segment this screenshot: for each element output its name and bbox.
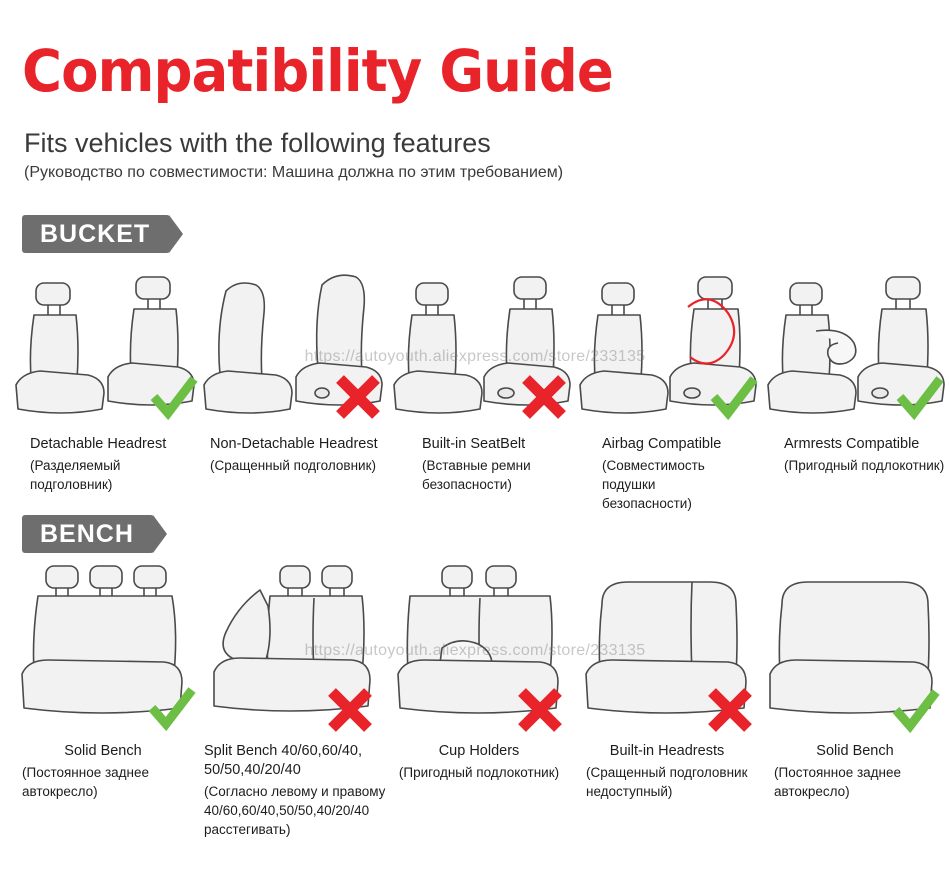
bench-item-built-in-headrests bbox=[572, 560, 762, 801]
caption-label-russian: (Согласно левому и правому 40/60,60/40,50/50,40/20/40 расстегивать) bbox=[204, 784, 386, 837]
seat-illustration-armrests-compatible bbox=[760, 265, 950, 435]
status-mark-cross bbox=[704, 684, 756, 736]
caption-label-russian: (Сращенный подголовник) bbox=[210, 458, 376, 473]
section-tag-bench-label: BENCH bbox=[40, 519, 134, 548]
bench-illustration-solid-with-headrests bbox=[8, 560, 198, 742]
bucket-item-built-in-seatbelt bbox=[384, 265, 574, 494]
status-mark-check bbox=[708, 371, 760, 423]
page-title: Compatibility Guide bbox=[22, 37, 613, 105]
section-tag-bench bbox=[22, 515, 154, 553]
bench-item-cup-holders bbox=[384, 560, 574, 782]
caption-label: Split Bench 40/60,60/40, 50/50,40/20/40 bbox=[204, 743, 363, 778]
bench-item-solid-bench-left bbox=[8, 560, 198, 801]
page-subtitle: Fits vehicles with the following features bbox=[24, 128, 491, 158]
status-mark-check bbox=[146, 682, 198, 734]
caption-label-russian: (Разделяемый подголовник) bbox=[30, 458, 121, 492]
caption-label: Built-in Headrests bbox=[609, 743, 725, 759]
status-mark-cross bbox=[324, 684, 376, 736]
caption-label-russian: (Сращенный подголовник недоступный) bbox=[586, 765, 748, 799]
status-mark-cross bbox=[332, 371, 384, 423]
status-mark-check bbox=[148, 371, 200, 423]
status-mark-check bbox=[890, 684, 942, 736]
status-mark-cross bbox=[518, 371, 570, 423]
bench-item-split-bench bbox=[196, 560, 386, 839]
caption-label: Solid Bench bbox=[816, 743, 894, 759]
caption-label: Detachable Headrest bbox=[30, 436, 167, 452]
caption-label-russian: (Пригодный подлокотник) bbox=[784, 458, 945, 473]
bench-illustration-split-folding bbox=[196, 560, 386, 742]
caption-label-russian: (Вставные ремни безопасности) bbox=[422, 458, 531, 492]
bench-illustration-built-in-headrests bbox=[572, 560, 762, 742]
bucket-item-detachable-headrest bbox=[8, 265, 198, 494]
bench-illustration-cup-holders bbox=[384, 560, 574, 742]
section-tag-bucket-label: BUCKET bbox=[40, 219, 151, 248]
seat-illustration-airbag-compatible bbox=[572, 265, 762, 435]
caption-label-russian: (Постоянное заднее автокресло) bbox=[774, 765, 902, 799]
watermark-top: https://autoyouth.aliexpress.com/store/233135 bbox=[304, 348, 646, 365]
caption-label: Armrests Compatible bbox=[784, 436, 920, 452]
seat-illustration-detachable-headrest bbox=[8, 265, 198, 435]
caption-label-russian: (Пригодный подлокотник) bbox=[398, 765, 560, 780]
caption-label: Non-Detachable Headrest bbox=[210, 436, 378, 452]
caption-label: Airbag Compatible bbox=[602, 436, 722, 452]
seat-illustration-non-detachable-headrest bbox=[196, 265, 386, 435]
section-tag-bucket bbox=[22, 215, 170, 253]
bucket-item-airbag-compatible bbox=[572, 265, 762, 513]
bench-item-solid-bench-right bbox=[760, 560, 950, 801]
caption-label-russian: (Постоянное заднее автокресло) bbox=[22, 765, 150, 799]
status-mark-check bbox=[894, 371, 946, 423]
caption-label: Solid Bench bbox=[64, 743, 142, 759]
watermark-bottom: https://autoyouth.aliexpress.com/store/233135 bbox=[304, 642, 646, 659]
status-mark-cross bbox=[514, 684, 566, 736]
seat-illustration-built-in-seatbelt bbox=[384, 265, 574, 435]
caption-label: Built-in SeatBelt bbox=[422, 436, 526, 452]
page-subtitle-russian: (Руководство по совместимости: Машина должна по этим требованием) bbox=[24, 164, 564, 181]
caption-label-russian: (Совместимость подушки безопасности) bbox=[602, 458, 705, 511]
bucket-item-non-detachable-headrest bbox=[196, 265, 386, 475]
bucket-item-armrests-compatible bbox=[760, 265, 950, 475]
caption-label: Cup Holders bbox=[438, 743, 520, 759]
bench-illustration-solid-plain bbox=[760, 560, 950, 742]
